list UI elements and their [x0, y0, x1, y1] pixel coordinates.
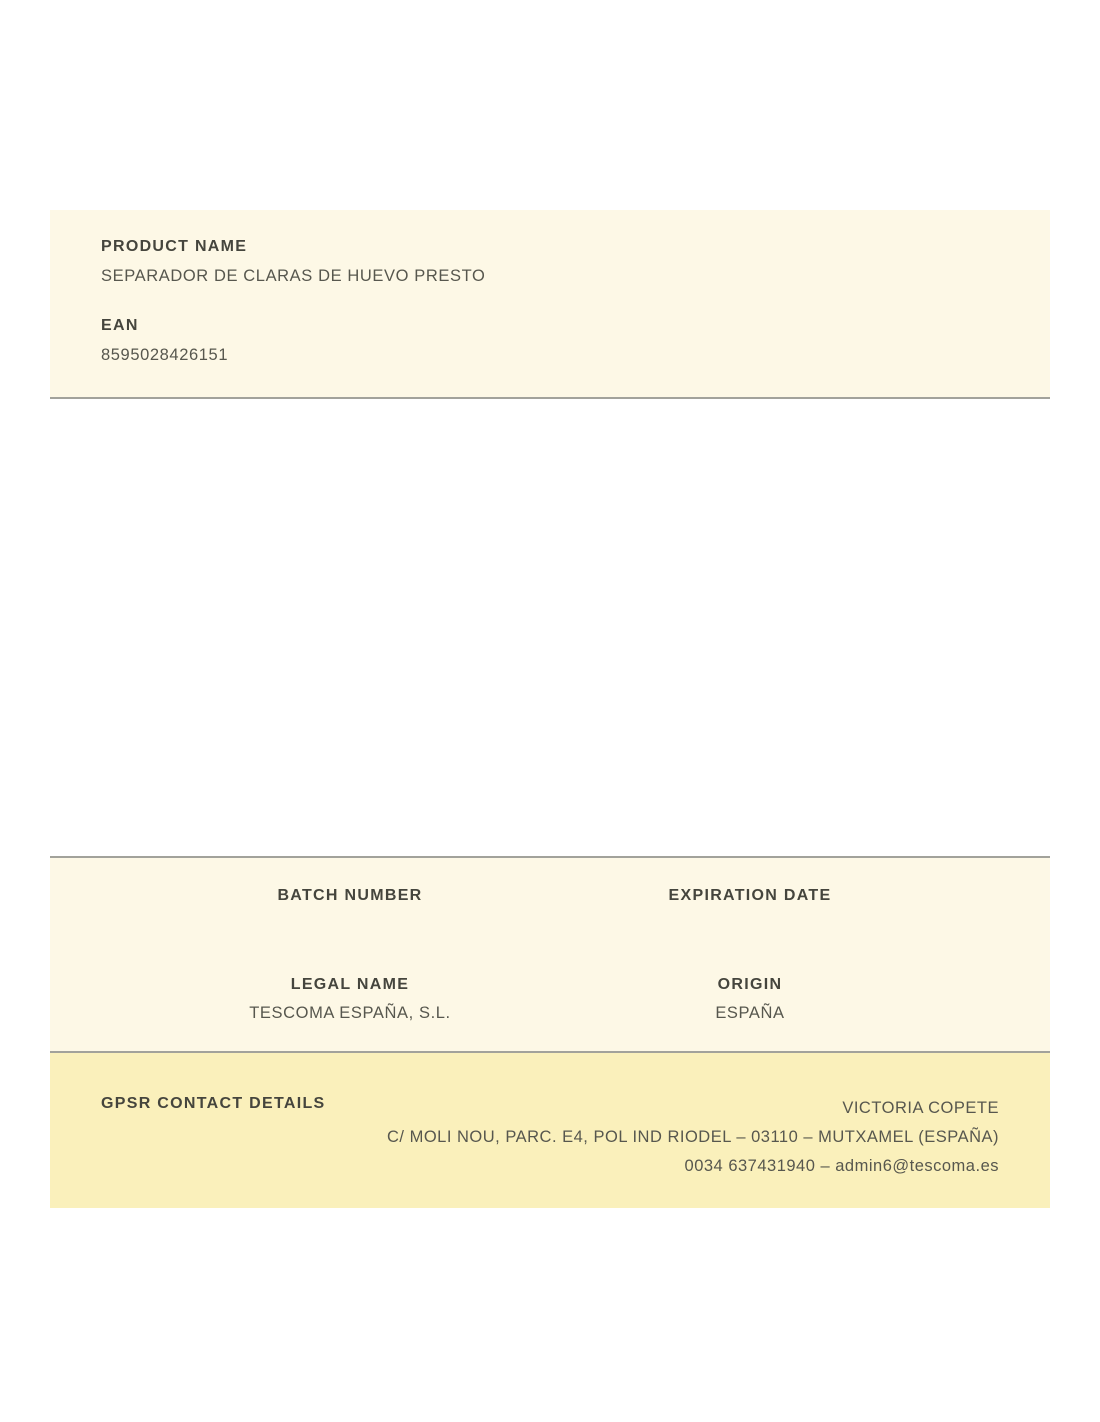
batch-number-label: BATCH NUMBER	[277, 887, 423, 904]
origin-value: ESPAÑA	[715, 1004, 785, 1022]
expiration-date-field	[550, 886, 950, 905]
expiration-date-label: EXPIRATION DATE	[668, 887, 832, 904]
gpsr-contact-title: GPSR CONTACT DETAILS	[101, 1095, 326, 1112]
ean-field	[101, 316, 1010, 365]
legal-name-label: LEGAL NAME	[290, 976, 410, 993]
product-name-value: SEPARADOR DE CLARAS DE HUEVO PRESTO	[101, 267, 486, 285]
origin-field	[550, 975, 950, 1023]
contact-person-name: VICTORIA COPETE	[842, 1099, 999, 1117]
batch-number-field	[150, 886, 550, 905]
legal-name-value: TESCOMA ESPAÑA, S.L.	[249, 1004, 451, 1022]
legal-name-field	[150, 975, 550, 1023]
legal-origin-row	[150, 975, 950, 1023]
ean-label: EAN	[101, 317, 139, 334]
batch-expiration-row	[150, 886, 950, 905]
gpsr-contact-details	[326, 1094, 999, 1181]
product-name-field	[101, 237, 1010, 286]
gpsr-contact-section	[50, 1053, 1050, 1208]
contact-phone-email: 0034 637431940 – admin6@tescoma.es	[684, 1157, 999, 1175]
product-info-section	[50, 210, 1050, 399]
origin-label: ORIGIN	[717, 976, 783, 993]
ean-value: 8595028426151	[101, 346, 229, 364]
product-name-label: PRODUCT NAME	[101, 238, 248, 255]
batch-info-section	[50, 856, 1050, 1053]
contact-address: C/ MOLI NOU, PARC. E4, POL IND RIODEL – 03110 – MUTXAMEL (ESPAÑA)	[387, 1128, 999, 1146]
